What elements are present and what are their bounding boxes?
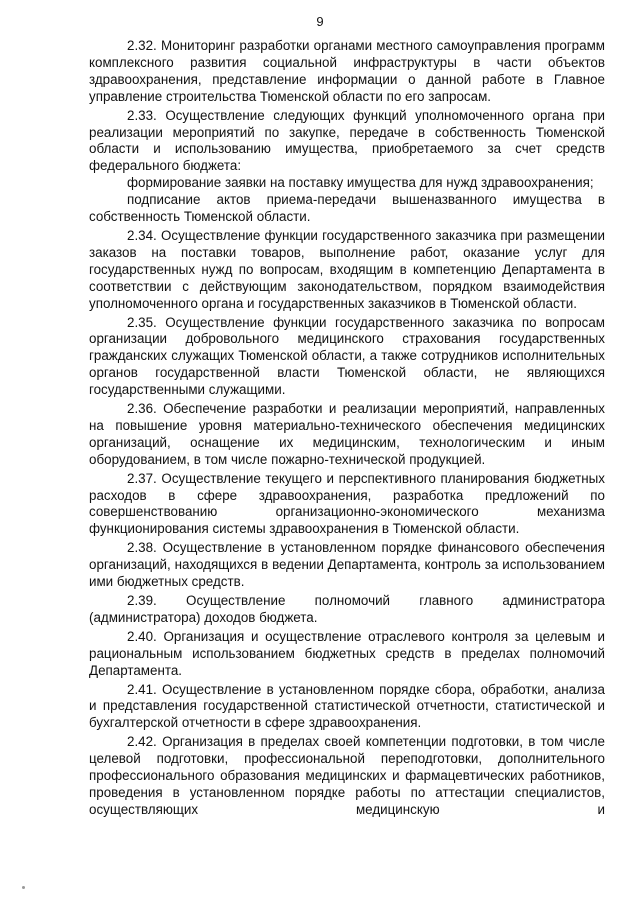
paragraph-2-33: 2.33. Осуществление следующих функций уполномоченного органа при реализации мероприятий по закупке, передаче в собственность Тюменской области и использованию имущества, приобретаемого за счет средств федерального бюджета: xyxy=(89,107,605,174)
paragraph-2-36: 2.36. Обеспечение разработки и реализации мероприятий, направленных на повышение уровня материально-технического обеспечения медицинских организаций, оснащение их медицинским, технологическим и иным оборудованием, в том числе пожарно-технической продукцией. xyxy=(89,401,605,467)
paragraph-2-41: 2.41. Осуществление в установленном порядке сбора, обработки, анализа и представления государственной статистической отчетности, статистической и бухгалтерской отчетности в сфере здравоохранения. xyxy=(89,681,605,731)
paragraph-2-33-item-1: формирование заявки на поставку имущества для нужд здравоохранения; xyxy=(127,175,594,191)
document-body xyxy=(89,38,605,821)
paragraph-2-32: 2.32. Мониторинг разработки органами местного самоуправления программ комплексного развития социальной инфраструктуры в части объектов здравоохранения, представление информации о данной работе в Главное управление строительства Тюменской области по его запросам. xyxy=(89,38,605,104)
paragraph-2-38: 2.38. Осуществление в установленном порядке финансового обеспечения организаций, находящихся в ведении Департамента, контроль за использованием ими бюджетных средств. xyxy=(89,540,605,590)
paragraph-2-33-item-2: подписание актов приема-передачи вышеназванного имущества в собственность Тюменской области. xyxy=(89,192,605,225)
paragraph-2-39: 2.39. Осуществление полномочий главного администратора (администратора) доходов бюджета. xyxy=(89,593,605,625)
paragraph-2-35: 2.35. Осуществление функции государственного заказчика по вопросам организации добровольного медицинского страхования государственных гражданских служащих Тюменской области, а также сотрудников исполнительных органов государственной власти Тюменской области, не являющихся государственными служащими. xyxy=(89,314,605,398)
paragraph-2-40: 2.40. Организация и осуществление отраслевого контроля за целевым и рациональным использованием бюджетных средств в пределах полномочий Департамента. xyxy=(89,628,605,678)
scan-speck xyxy=(22,886,25,889)
page-number: 9 xyxy=(316,14,324,29)
paragraph-2-34: 2.34. Осуществление функции государственного заказчика при размещении заказов на поставки товаров, выполнение работ, оказание услуг для государственных нужд по вопросам, входящим в компетенцию Департамента в соответствии с действующим законодательством, порядком взаимодействия уполномоченного органа и государственных заказчиков в Тюменской области. xyxy=(89,227,605,311)
paragraph-2-37: 2.37. Осуществление текущего и перспективного планирования бюджетных расходов в сфере здравоохранения, разработка предложений по совершенствованию организационно-экономического механизма функционирования системы здравоохранения в Тюменской области. xyxy=(89,470,605,537)
paragraph-2-42: 2.42. Организация в пределах своей компетенции подготовки, в том числе целевой подготовки, профессиональной переподготовки, дополнительного профессионального образования медицинских и фармацевтических работников, проведения в установленном порядке работы по аттестации специалистов, осуществляющих медицинскую и xyxy=(89,734,605,817)
